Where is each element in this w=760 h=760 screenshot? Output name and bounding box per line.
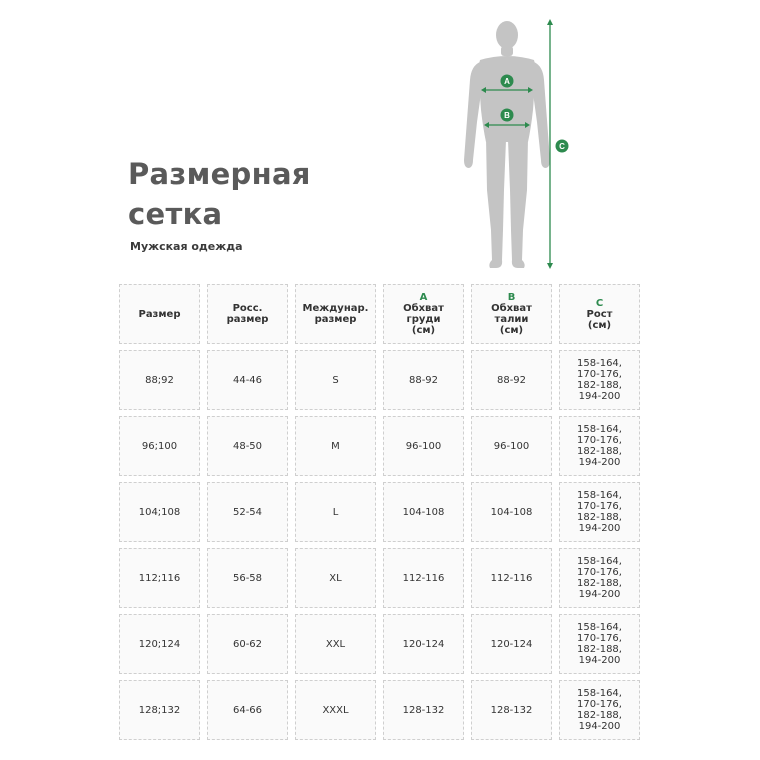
- header-intl-size: [295, 284, 376, 344]
- header-size: [119, 284, 200, 344]
- cell-value: 60-62: [232, 638, 263, 650]
- cell-value: 158-164, 170-176, 182-188, 194-200: [577, 688, 622, 732]
- cell-value: XXXL: [322, 704, 349, 716]
- cell-value: 88-92: [408, 374, 439, 386]
- cell-value: 112-116: [402, 572, 445, 584]
- table-cell-intl-size: [295, 416, 376, 476]
- title-line-1: Размерная: [128, 157, 311, 191]
- header-label: Обхват груди (см): [403, 303, 444, 336]
- header-letter: B: [507, 292, 516, 303]
- table-cell-size: [119, 614, 200, 674]
- page-subtitle: Мужская одежда: [130, 240, 243, 253]
- cell-value: 158-164, 170-176, 182-188, 194-200: [577, 556, 622, 600]
- table-cell-height: [559, 350, 640, 410]
- table-cell-waist: [471, 680, 552, 740]
- table-cell-intl-size: [295, 614, 376, 674]
- marker-a-label: A: [504, 77, 510, 86]
- cell-value: S: [332, 374, 339, 386]
- cell-value: M: [331, 440, 340, 452]
- table-cell-ru-size: [207, 482, 288, 542]
- cell-value: 120;124: [138, 638, 181, 650]
- table-cell-waist: [471, 548, 552, 608]
- table-cell-ru-size: [207, 548, 288, 608]
- size-table: [119, 284, 640, 740]
- table-cell-chest: [383, 680, 464, 740]
- table-cell-intl-size: [295, 350, 376, 410]
- header-chest: [383, 284, 464, 344]
- table-cell-intl-size: [295, 680, 376, 740]
- cell-value: 158-164, 170-176, 182-188, 194-200: [577, 490, 622, 534]
- header-label: Обхват талии (см): [491, 303, 532, 336]
- table-cell-chest: [383, 482, 464, 542]
- table-cell-ru-size: [207, 350, 288, 410]
- table-cell-size: [119, 482, 200, 542]
- table-cell-size: [119, 680, 200, 740]
- title-line-2: сетка: [128, 197, 223, 231]
- cell-value: 158-164, 170-176, 182-188, 194-200: [577, 622, 622, 666]
- header-ru-size: [207, 284, 288, 344]
- header-waist: [471, 284, 552, 344]
- cell-value: 104-108: [490, 506, 533, 518]
- cell-value: 88;92: [145, 374, 174, 386]
- cell-value: 44-46: [232, 374, 263, 386]
- table-cell-size: [119, 350, 200, 410]
- header-label: Междунар. размер: [302, 303, 369, 325]
- cell-value: XXL: [325, 638, 346, 650]
- header-label: Росс. размер: [226, 303, 269, 325]
- cell-value: 158-164, 170-176, 182-188, 194-200: [577, 424, 622, 468]
- table-cell-chest: [383, 416, 464, 476]
- table-cell-chest: [383, 548, 464, 608]
- cell-value: 96-100: [493, 440, 530, 452]
- cell-value: 128;132: [138, 704, 181, 716]
- cell-value: 64-66: [232, 704, 263, 716]
- cell-value: 104;108: [138, 506, 181, 518]
- header-label: Рост (см): [586, 308, 613, 331]
- cell-value: 112-116: [490, 572, 533, 584]
- table-cell-ru-size: [207, 614, 288, 674]
- human-silhouette: [464, 21, 550, 268]
- table-cell-height: [559, 482, 640, 542]
- header-letter: A: [419, 292, 428, 303]
- table-cell-size: [119, 416, 200, 476]
- header-label: Размер: [138, 308, 181, 320]
- cell-value: 104-108: [402, 506, 445, 518]
- table-cell-intl-size: [295, 548, 376, 608]
- table-cell-intl-size: [295, 482, 376, 542]
- table-cell-waist: [471, 482, 552, 542]
- cell-value: XL: [329, 572, 342, 584]
- cell-value: 56-58: [232, 572, 263, 584]
- marker-b-label: B: [504, 111, 510, 120]
- table-cell-size: [119, 548, 200, 608]
- header-letter: C: [595, 297, 604, 309]
- body-measurement-illustration: [440, 10, 590, 275]
- cell-value: 120-124: [402, 638, 445, 650]
- table-cell-height: [559, 614, 640, 674]
- table-cell-chest: [383, 350, 464, 410]
- marker-c-label: C: [559, 142, 565, 151]
- table-cell-waist: [471, 416, 552, 476]
- table-cell-ru-size: [207, 416, 288, 476]
- cell-value: 88-92: [496, 374, 527, 386]
- cell-value: 96-100: [405, 440, 442, 452]
- table-cell-height: [559, 548, 640, 608]
- table-cell-waist: [471, 614, 552, 674]
- cell-value: 48-50: [232, 440, 263, 452]
- page-title: [128, 154, 311, 234]
- cell-value: 128-132: [402, 704, 445, 716]
- cell-value: 52-54: [232, 506, 263, 518]
- cell-value: 128-132: [490, 704, 533, 716]
- header-height: [559, 284, 640, 344]
- table-cell-height: [559, 680, 640, 740]
- table-cell-chest: [383, 614, 464, 674]
- cell-value: 112;116: [138, 572, 181, 584]
- cell-value: 96;100: [141, 440, 178, 452]
- table-cell-height: [559, 416, 640, 476]
- table-cell-waist: [471, 350, 552, 410]
- table-cell-ru-size: [207, 680, 288, 740]
- cell-value: L: [332, 506, 339, 518]
- cell-value: 120-124: [490, 638, 533, 650]
- cell-value: 158-164, 170-176, 182-188, 194-200: [577, 358, 622, 402]
